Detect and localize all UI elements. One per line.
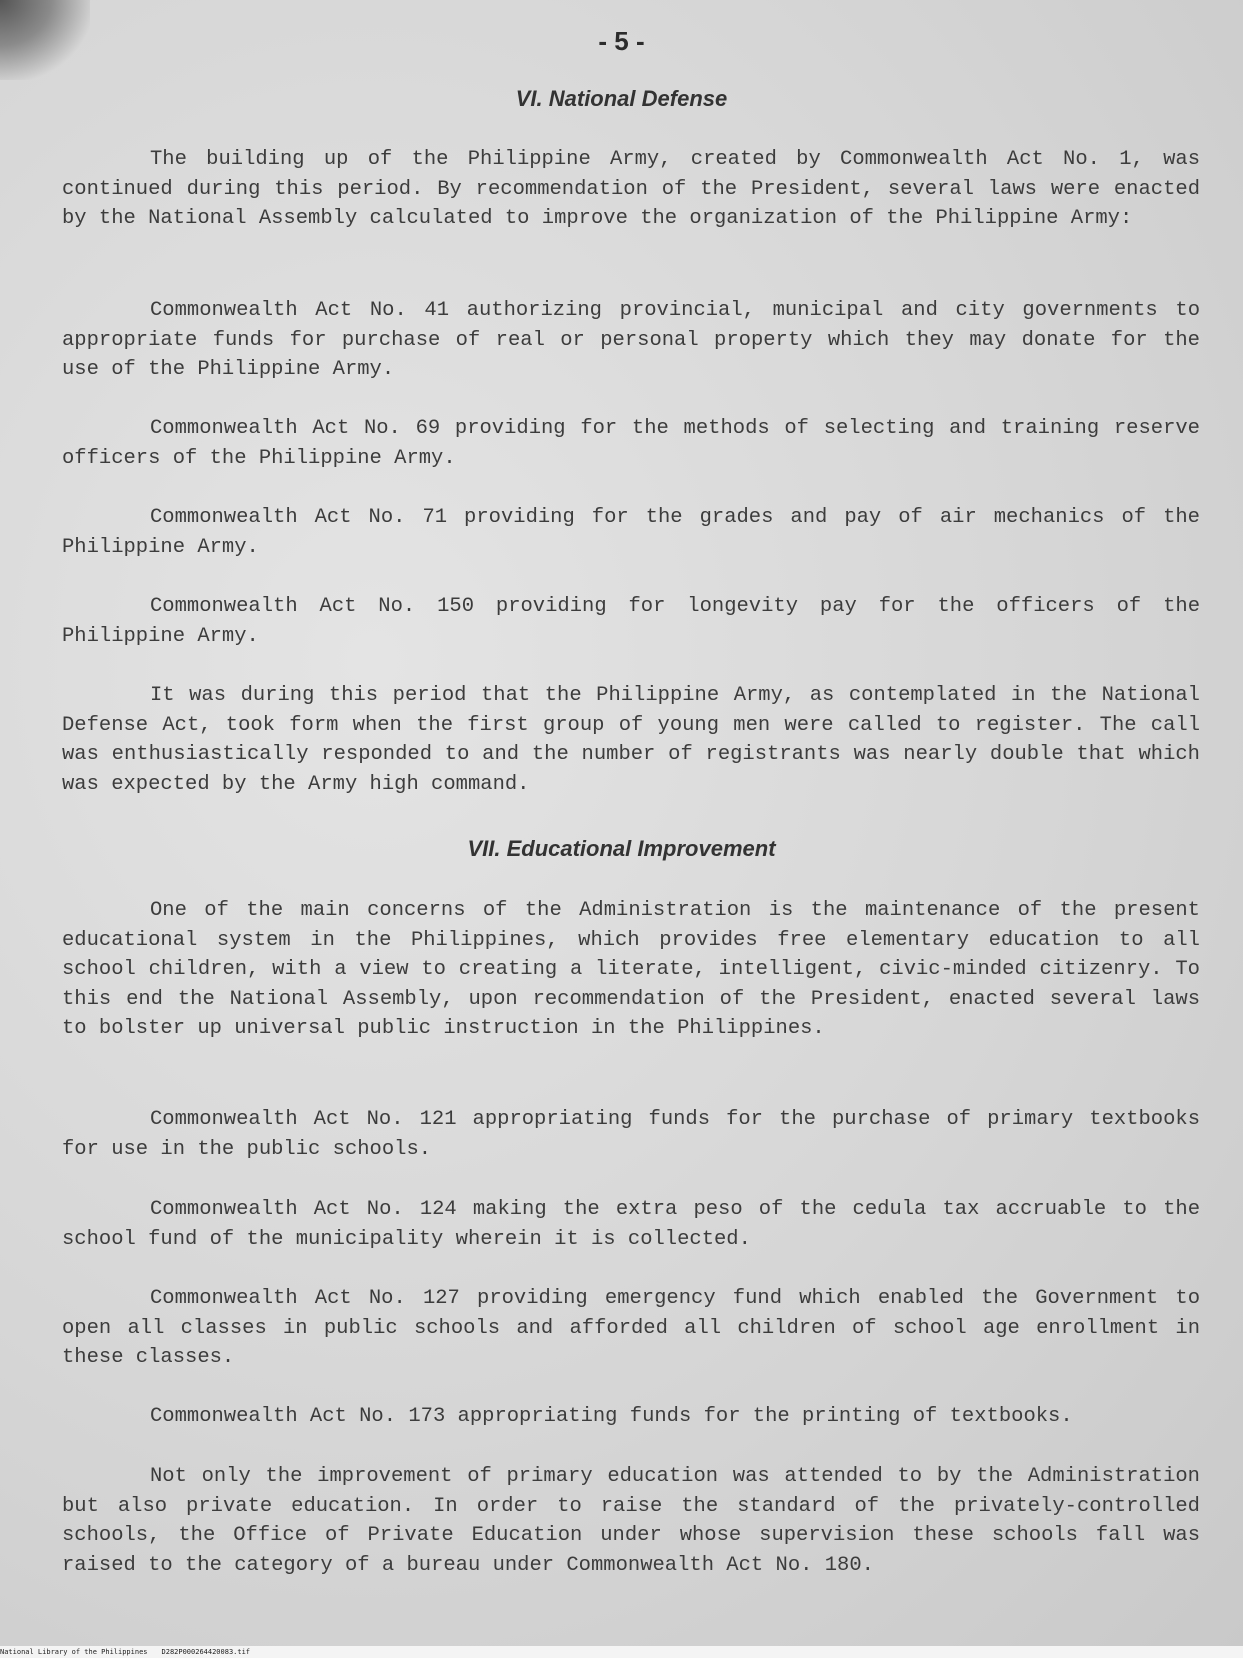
paragraph-act-127: Commonwealth Act No. 127 providing emergency fund which enabled the Government to open all classes in public schools and afforded all children of school age enrollment in these classes.	[62, 1287, 1200, 1369]
paragraph-army-intro: The building up of the Philippine Army, created by Commonwealth Act No. 1, was continued during this period. By recommendation of the President, several laws were enacted by the National Assembly calculated to improve the organization of the Philippine Army:	[62, 148, 1200, 230]
paragraph-act-71: Commonwealth Act No. 71 providing for the grades and pay of air mechanics of the Philippine Army.	[62, 506, 1200, 559]
paragraph-act-41: Commonwealth Act No. 41 authorizing provincial, municipal and city governments to appropriate funds for purchase of real or personal property which they may donate for the use of the Philippine Army.	[62, 299, 1200, 381]
footer-institution: National Library of the Philippines	[0, 1648, 148, 1656]
paragraph-act-124: Commonwealth Act No. 124 making the extra peso of the cedula tax accruable to the school fund of the municipality wherein it is collected.	[62, 1198, 1200, 1251]
page-number: - 5 -	[598, 26, 645, 56]
paragraph-act-121: Commonwealth Act No. 121 appropriating funds for the purchase of primary textbooks for use in the public schools.	[62, 1108, 1200, 1161]
paragraph-act-173: Commonwealth Act No. 173 appropriating funds for the printing of textbooks.	[150, 1405, 1073, 1428]
paragraph-education-intro: One of the main concerns of the Administration is the maintenance of the present educational system in the Philippines, which provides free elementary education to all school children, with a view to creating a literate, intelligent, civic-minded citizenry. To this end the National Assembly, upon recommendation of the President, enacted several laws to bolster up universal public instruction in the Philippines.	[62, 899, 1200, 1040]
paragraph-act-69: Commonwealth Act No. 69 providing for the methods of selecting and training reserve officers of the Philippine Army.	[62, 417, 1200, 470]
section-heading-educational-improvement: VII. Educational Improvement	[467, 836, 776, 861]
paragraph-registration: It was during this period that the Philippine Army, as contemplated in the National Defense Act, took form when the first group of young men were called to register. The call was enthusiastically responded to and the number of registrants was nearly double that which was expected by the Army high command.	[62, 684, 1200, 796]
footer-filename: D282P000264420083.tif	[161, 1648, 251, 1656]
scan-footer	[0, 1646, 1243, 1658]
section-heading-national-defense: VI. National Defense	[515, 86, 728, 111]
paragraph-private-education: Not only the improvement of primary education was attended to by the Administration but also private education. In order to raise the standard of the privately-controlled schools, the Office of Private Education under whose supervision these schools fall was raised to the category of a bureau under Commonwealth Act No. 180.	[62, 1465, 1200, 1577]
paragraph-act-150: Commonwealth Act No. 150 providing for longevity pay for the officers of the Philippine Army.	[62, 595, 1200, 648]
